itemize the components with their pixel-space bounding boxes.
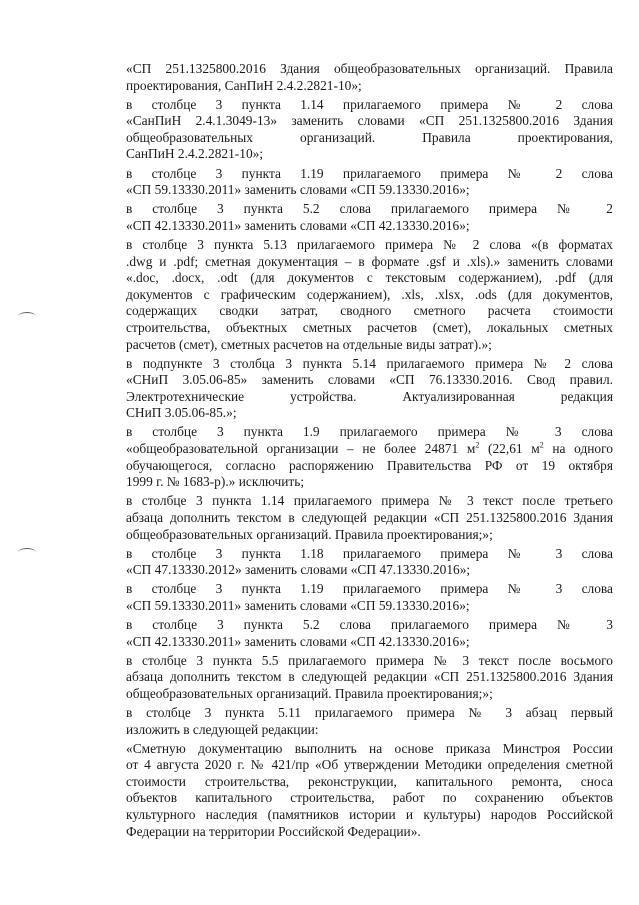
text-line: Федерации на территории Российской Федерации». [126,823,421,839]
text-line: изложить в следующей редакции: [126,721,319,737]
text-line: в столбце 3 пункта 1.14 прилагаемого примера № 3 текст после третьего [126,493,613,509]
paragraph [90,581,613,614]
text-line: «.doc, .docx, .odt (для документов с текстовым содержанием), .pdf (для [126,270,613,286]
document-body [90,61,613,843]
paragraph [90,705,613,738]
text-line: общеобразовательных организаций. Правила проектирования;»; [126,526,493,542]
text-line: Электротехнические устройства. Актуализированная редакция [126,388,613,404]
text-line: в столбце 3 пункта 1.9 прилагаемого примера № 3 слова [126,424,613,440]
text-line: абзаца дополнить текстом в следующей редакции «СП 251.1325800.2016 Здания [126,509,613,525]
text-line: «СНиП 3.05.06-85» заменить словами «СП 76.13330.2016. Свод правил. [126,372,613,388]
paragraph [90,61,613,94]
paragraph [90,741,613,841]
text-line: 1999 г. № 1683-р).» исключить; [126,474,305,490]
text-line: «Сметную документацию выполнить на основе приказа Минстроя России [126,740,613,756]
punch-hole-mark [18,312,36,321]
text-line: «СП 251.1325800.2016 Здания общеобразовательных организаций. Правила [126,61,613,76]
paragraph [90,493,613,543]
punch-hole-mark [18,548,36,557]
text-line: расчетов (смет), сметных расчетов на отдельные виды затрат).»; [126,336,492,352]
text-line: общеобразовательных организаций. Правила проектирования, [126,129,613,145]
paragraph [90,546,613,579]
text-line: строительства, объектных сметных расчетов (смет), локальных сметных [126,319,613,335]
text-line: «СП 42.13330.2011» заменить словами «СП 42.13330.2016»; [126,633,470,649]
paragraph [90,653,613,703]
text-line: СНиП 3.05.06-85.»; [126,405,237,421]
text-line: проектирования, СанПиН 2.4.2.2821-10»; [126,77,362,93]
text-line: в столбце 3 пункта 5.2 слова прилагаемого примера № 3 [126,617,613,632]
paragraph [90,356,613,422]
text-line: содержащих сводки затрат, сводного сметного расчета стоимости [126,303,613,319]
text-line: в столбце 3 пункта 1.18 прилагаемого примера № 3 слова [126,545,613,561]
text-line: стоимости строительства, реконструкции, капитального ремонта, сноса [126,773,613,789]
text-line: в столбце 3 пункта 5.11 прилагаемого примера № 3 абзац первый [126,704,613,720]
text-line: от 4 августа 2020 г. № 421/пр «Об утверждении Методики определения сметной [126,757,613,773]
text-line: СанПиН 2.4.2.2821-10»; [126,146,264,162]
paragraph [90,424,613,490]
paragraph [90,617,613,650]
text-line: в столбце 3 пункта 1.19 прилагаемого примера № 2 слова [126,165,613,181]
text-line: .dwg и .pdf; сметная документация – в формате .gsf и .xls).» заменить словами [126,253,613,269]
text-line: в столбце 3 пункта 1.14 прилагаемого примера № 2 слова [126,96,613,112]
text-line: обучающегося, согласно распоряжению Правительства РФ от 19 октября [126,457,613,473]
paragraph [90,237,613,353]
text-line: «СП 42.13330.2011» заменить словами «СП 42.13330.2016»; [126,217,470,233]
text-line: «СП 59.13330.2011» заменить словами «СП 59.13330.2016»; [126,597,470,613]
text-line: в столбце 3 пункта 5.5 прилагаемого примера № 3 текст после восьмого [126,652,613,668]
text-line: абзаца дополнить текстом в следующей редакции «СП 251.1325800.2016 Здания [126,669,613,685]
text-line: «общеобразовательной организации – не более 24871 $м^2$ (22,61 $м^2$ на одного [126,440,613,457]
text-line: «СП 59.13330.2011» заменить словами «СП 59.13330.2016»; [126,182,470,198]
text-line: в столбце 3 пункта 5.13 прилагаемого примера № 2 слова «(в форматах [126,236,613,252]
text-line: в столбце 3 пункта 1.19 прилагаемого примера № 3 слова [126,581,613,597]
text-line: в столбце 3 пункта 5.2 слова прилагаемого примера № 2 [126,201,613,217]
text-line: «СанПиН 2.4.1.3049-13» заменить словами «СП 251.1325800.2016 Здания [126,113,613,129]
text-line: общеобразовательных организаций. Правила проектирования;»; [126,685,493,701]
text-line: объектов капитального строительства, работ по сохранению объектов [126,790,613,806]
text-line: документов с графическим содержанием), .xls, .xlsx, .ods (для документов, [126,286,613,302]
paragraph [90,97,613,163]
paragraph [90,166,613,199]
paragraph [90,201,613,234]
text-line: культурного наследия (памятников истории и культуры) народов Российской [126,807,613,823]
text-line: в подпункте 3 столбца 3 пункта 5.14 прилагаемого примера № 2 слова [126,355,613,371]
text-line: «СП 47.13330.2012» заменить словами «СП 47.13330.2016»; [126,562,471,578]
